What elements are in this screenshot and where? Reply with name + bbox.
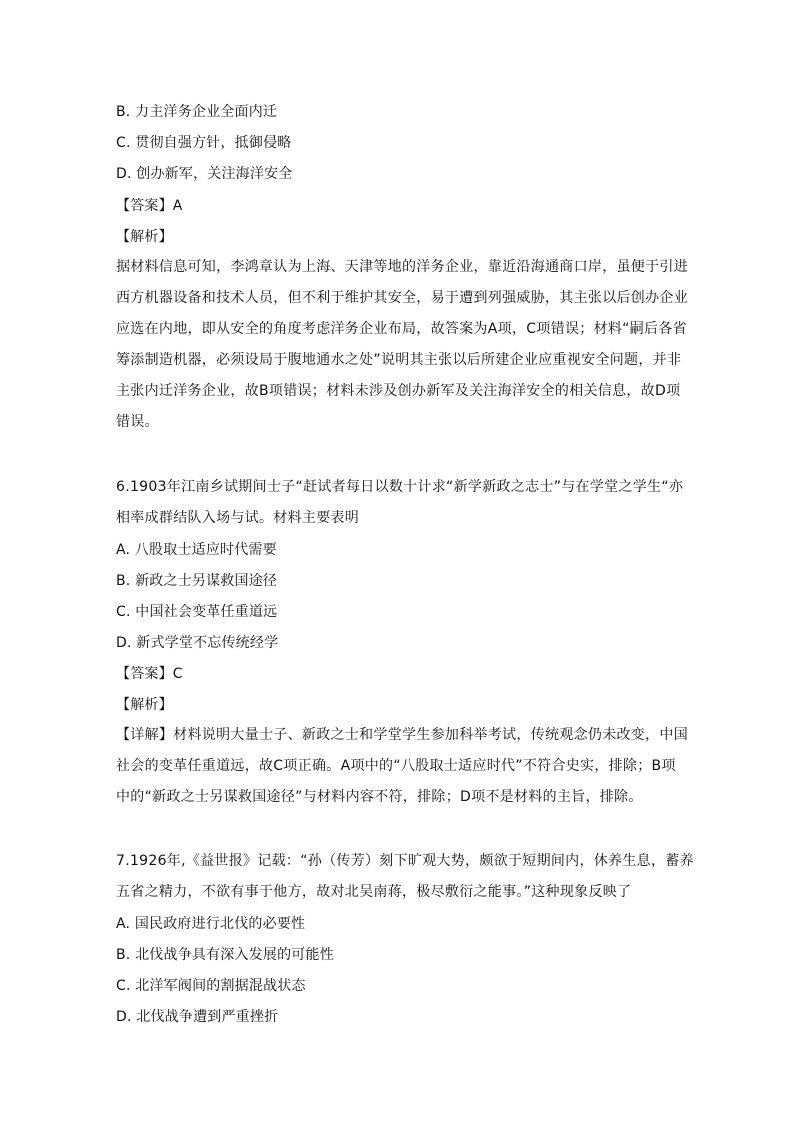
q7-stem bbox=[116, 846, 694, 908]
q6-option-d: D. 新式学堂不忘传统经学 bbox=[116, 635, 279, 651]
q5-answer: 【答案】A bbox=[116, 198, 183, 214]
q6-stem bbox=[116, 472, 682, 534]
q5-analysis-line: 主张内迁洋务企业，故B项错误；材料未涉及创办新军及关注海洋安全的相关信息，故D项 bbox=[116, 383, 681, 399]
q6-stem-line: 6.1903年江南乡试期间士子“赶试者每日以数十计求“新学新政之志士”与在学堂之学生“亦 bbox=[116, 479, 684, 495]
q6-analysis-label: 【解析】 bbox=[116, 697, 173, 713]
q5-option-c: C. 贯彻自强方针，抵御侵略 bbox=[116, 135, 292, 151]
q6-analysis bbox=[116, 720, 688, 813]
q7-stem-line: 五省之精力，不欲有事于他方，故对北吴南蒋，极尽敷衍之能事。”这种现象反映了 bbox=[116, 884, 632, 900]
q7-option-b: B. 北伐战争具有深入发展的可能性 bbox=[116, 947, 334, 963]
q6-option-c: C. 中国社会变革任重道远 bbox=[116, 604, 278, 620]
q5-analysis bbox=[116, 252, 688, 438]
q5-option-d: D. 创办新军，关注海洋安全 bbox=[116, 166, 293, 182]
q6-option-a: A. 八股取士适应时代需要 bbox=[116, 542, 277, 558]
q6-analysis-line: 中的“新政之士另谋救国途径”与材料内容不符，排除；D项不是材料的主旨，排除。 bbox=[116, 789, 643, 805]
q7-stem-line: 7.1926年,《益世报》记载：“孙（传芳）刻下旷观大势，颇欲于短期间内，休养生息，蓄养 bbox=[116, 853, 694, 869]
q5-analysis-line: 错误。 bbox=[116, 414, 159, 430]
q6-option-b: B. 新政之士另谋救国途径 bbox=[116, 573, 278, 589]
q5-option-b: B. 力主洋务企业全面内迁 bbox=[116, 104, 278, 120]
q6-analysis-line: 【详解】材料说明大量士子、新政之士和学堂学生参加科举考试，传统观念仍未改变，中国 bbox=[116, 727, 688, 743]
q5-analysis-label: 【解析】 bbox=[116, 229, 173, 245]
q6-stem-line: 相率成群结队入场与试。材料主要表明 bbox=[116, 510, 360, 526]
q6-answer: 【答案】C bbox=[116, 666, 183, 682]
q6-analysis-line: 社会的变革任重道远，故C项正确。A项中的“八股取士适应时代”不符合史实，排除；B项 bbox=[116, 758, 676, 774]
q5-analysis-line: 应选在内地，即从安全的角度考虑洋务企业布局，故答案为A项，C项错误；材料“嗣后各省 bbox=[116, 321, 687, 337]
q7-option-a: A. 国民政府进行北伐的必要性 bbox=[116, 916, 306, 932]
q5-analysis-line: 西方机器设备和技术人员，但不利于维护其安全，易于遭到列强威胁，其主张以后创办企业 bbox=[116, 290, 688, 306]
q7-option-c: C. 北洋军阀间的割据混战状态 bbox=[116, 978, 306, 994]
q7-option-d: D. 北伐战争遭到严重挫折 bbox=[116, 1009, 279, 1025]
q5-analysis-line: 筹添制造机器，必须设局于腹地通水之处”说明其主张以后所建企业应重视安全问题，并非 bbox=[116, 352, 682, 368]
q5-analysis-line: 据材料信息可知，李鸿章认为上海、天津等地的洋务企业，靠近沿海通商口岸，虽便于引进 bbox=[116, 259, 688, 275]
